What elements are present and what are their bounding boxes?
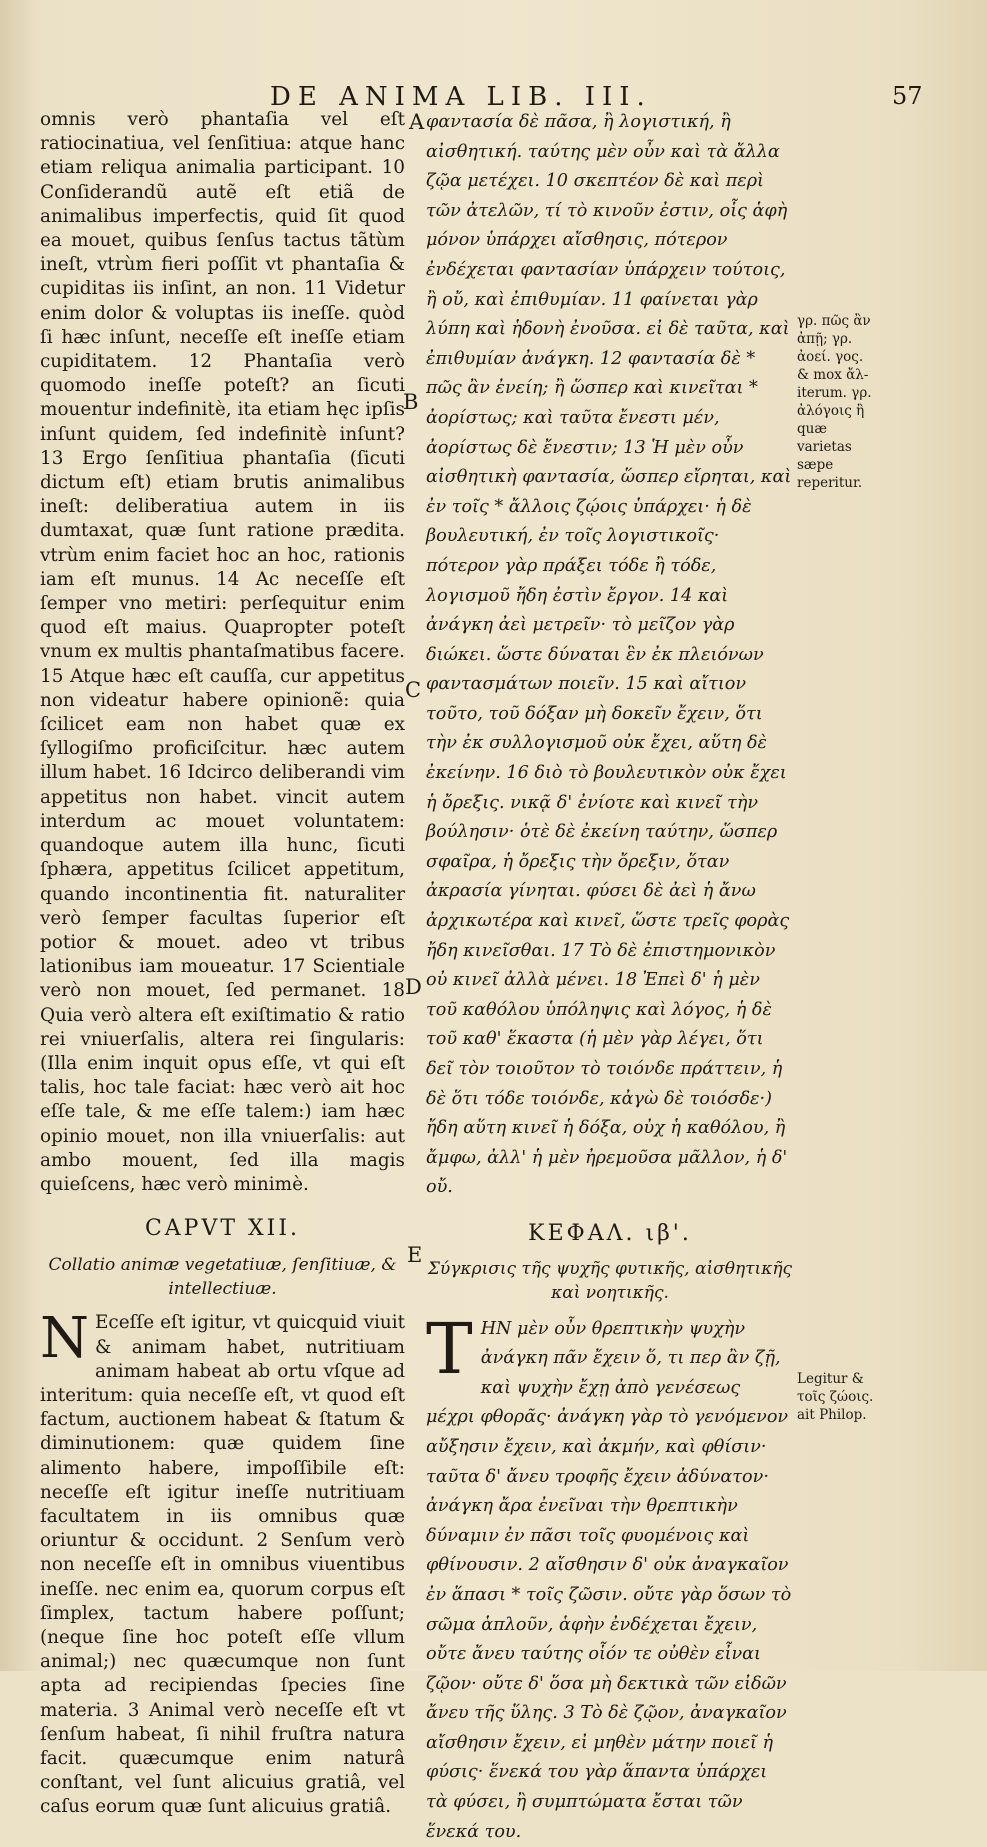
greek-chapter-subtitle: Σύγκρισις τῆς ψυχῆς φυτικῆς, αἰσθητικῆς καὶ νοητικῆς. xyxy=(427,1258,793,1303)
latin-chapter-heading: CAPVT XII. xyxy=(144,1216,301,1242)
margin-letter-c: C xyxy=(405,678,422,702)
margin-letter-d: D xyxy=(405,975,422,999)
margin-note-variants: γρ. πῶς ἂν ἀπῇ; γρ. ἀοεί. γος. & mox ἄλ- iterum. γρ. ἀλόγοις ἢ quæ varietas sæpe reperitur. xyxy=(797,313,872,491)
margin-note-philoponus: Legitur & τοῖς ζώοις. ait Philop. xyxy=(797,1371,874,1423)
greek-chapter-heading: ΚΕΦΑΛ. ιβ'. xyxy=(528,1220,692,1246)
latin-chapter-subtitle: Collatio animæ vegetatiuæ, ſenſitiuæ, & intellectiuæ. xyxy=(48,1255,397,1300)
margin-letter-b: B xyxy=(403,390,419,414)
greek-chapter-body xyxy=(426,1307,794,1847)
latin-dropcap: N xyxy=(40,1306,89,1372)
margin-letter-a: A xyxy=(409,110,425,134)
latin-chapter-text: Eceſſe eſt igitur, vt quicquid viuit & animam habet, nutritiuam animam habeat ab ortu vſque ad interitum: quia neceſſe eſt, vt quod eſt factum, auctionem habeat & ſtatum & diminutionem: quæ quidem ſine alimento habere, impoſſibile eſt: neceſſe eſt igitur ineſſe nutritiuam facultatem in iis omnibus quæ oriuntur & occidunt. 2 Senſum verò non neceſſe eſt in omnibus viuentibus ineſſe. nec enim ea, quorum corpus eſt ſimplex, tactum habere poſſunt; (neque ſine hoc poteſt eſſe vllum animal;) nec quæcumque non ſunt apta ad recipiendas ſpecies ſine materia. 3 Animal verò neceſſe eſt vt ſenſum habeat, ſi nihil fruſtra natura facit. quæcumque enim naturâ conſtant, vel ſunt alicuius gratiâ, vel caſus eorum quæ ſunt alicuius gratiâ. xyxy=(40,1312,405,1818)
running-title: DE ANIMA LIB. III. xyxy=(270,82,652,112)
latin-column xyxy=(40,108,405,1820)
greek-dropcap: Τ xyxy=(426,1307,473,1390)
margin-letter-e: E xyxy=(407,1243,423,1267)
greek-chapter-text: ΗΝ μὲν οὖν θρεπτικὴν ψυχὴν ἀνάγκη πᾶν ἔχειν ὅ, τι περ ἂν ζῇ, καὶ ψυχὴν ἔχῃ ἀπὸ γενέσεως μέχρι φθορᾶς· ἀνάγκη γὰρ τὸ γενόμενον αὔξησιν ἔχειν, καὶ ἀκμήν, καὶ φθίσιν· ταῦτα δ' ἄνευ τροφῆς ἔχειν ἀδύνατον· ἀνάγκη ἄρα ἐνεῖναι τὴν θρεπτικὴν δύναμιν ἐν πᾶσι τοῖς φυομένοις καὶ φθίνουσιν. 2 αἴσθησιν δ' οὐκ ἀναγκαῖον ἐν ἅπασι * τοῖς ζῶσιν. οὔτε γὰρ ὅσων τὸ σῶμα ἁπλοῦν, ἁφὴν ἐνδέχεται ἔχειν, οὔτε ἄνευ ταύτης οἷόν τε οὐθὲν εἶναι ζῷον· οὔτε δ' ὅσα μὴ δεκτικὰ τῶν εἰδῶν ἄνευ τῆς ὕλης. 3 Τὸ δὲ ζῷον, ἀναγκαῖον αἴσθησιν ἔχειν, εἰ μηθὲν μάτην ποιεῖ ἡ φύσις· ἕνεκά του γὰρ ἅπαντα ὑπάρχει τὰ φύσει, ἢ συμπτώματα ἔσται τῶν ἕνεκά του. xyxy=(426,1318,792,1842)
latin-chapter-body xyxy=(40,1306,405,1819)
greek-paragraph: φαντασία δὲ πᾶσα, ἢ λογιστική, ἢ αἰσθητική. ταύτης μὲν οὖν καὶ τὰ ἄλλα ζῷα μετέχει. 10 σκεπτέον δὲ καὶ περὶ τῶν ἀτελῶν, τί τὸ κινοῦν ἐστιν, οἷς ἁφὴ μόνον ὑπάρχει αἴσθησις, πότερον ἐνδέχεται φαντασίαν ὑπάρχειν τούτοις, ἢ οὔ, καὶ ἐπιθυμίαν. 11 φαίνεται γὰρ λύπη καὶ ἡδονὴ ἐνοῦσα. εἰ δὲ ταῦτα, καὶ ἐπιθυμίαν ἀνάγκη. 12 φαντασία δὲ * πῶς ἂν ἐνείη; ἢ ὥσπερ καὶ κινεῖται * ἀορίστως; καὶ ταῦτα ἔνεστι μέν, ἀορίστως δὲ ἔνεστιν; 13 Ἡ μὲν οὖν αἰσθητικὴ φαντασία, ὥσπερ εἴρηται, καὶ ἐν τοῖς * ἄλλοις ζῴοις ὑπάρχει· ἡ δὲ βουλευτική, ἐν τοῖς λογιστικοῖς· πότερον γὰρ πράξει τόδε ἢ τόδε, λογισμοῦ ἤδη ἐστὶν ἔργον. 14 καὶ ἀνάγκη ἀεὶ μετρεῖν· τὸ μεῖζον γὰρ διώκει. ὥστε δύναται ἓν ἐκ πλειόνων φαντασμάτων ποιεῖν. 15 καὶ αἴτιον τοῦτο, τοῦ δόξαν μὴ δοκεῖν ἔχειν, ὅτι τὴν ἐκ συλλογισμοῦ οὐκ ἔχει, αὕτη δὲ ἐκείνην. 16 διὸ τὸ βουλευτικὸν οὐκ ἔχει ἡ ὄρεξις. νικᾷ δ' ἐνίοτε καὶ κινεῖ τὴν βούλησιν· ὁτὲ δὲ ἐκείνη ταύτην, ὥσπερ σφαῖρα, ἡ ὄρεξις τὴν ὄρεξιν, ὅταν ἀκρασία γίνηται. φύσει δὲ ἀεὶ ἡ ἄνω ἀρχικωτέρα καὶ κινεῖ, ὥστε τρεῖς φορὰς ἤδη κινεῖσθαι. 17 Τὸ δὲ ἐπιστημονικὸν οὐ κινεῖ ἀλλὰ μένει. 18 Ἐπεὶ δ' ἡ μὲν τοῦ καθόλου ὑπόληψις καὶ λόγος, ἡ δὲ τοῦ καθ' ἕκαστα (ἡ μὲν γὰρ λέγει, ὅτι δεῖ τὸν τοιοῦτον τὸ τοιόνδε πράττειν, ἡ δὲ ὅτι τόδε τοιόνδε, κἀγὼ δὲ τοιόσδε·) ἤδη αὕτη κινεῖ ἡ δόξα, οὐχ ἡ καθόλου, ἢ ἄμφω, ἀλλ' ἡ μὲν ἠρεμοῦσα μᾶλλον, ἡ δ' οὔ. xyxy=(426,112,792,1198)
latin-paragraph: omnis verò phantaſia vel eſt ratiocinatiua, vel ſenſitiua: atque hanc etiam reliqua animalia participant. 10 Conſiderandũ autẽ eſt etiã de animalibus imperfectis, quid ſit quod ea mouet, quibus ſenſus tactus tãtùm ineſt, vtrùm fieri poſſit vt phantaſia & cupiditas iis inſint, an non. 11 Videtur enim dolor & voluptas iis ineſſe. quòd ſi hæc inſunt, neceſſe eſt ineſſe etiam cupiditatem. 12 Phantaſia verò quomodo ineſſe poteſt? an ſicuti mouentur indefinitè, ita etiam hęc ipſis inſunt quidem, ſed indefinitè inſunt? 13 Ergo ſenſitiua phantaſia (ſicuti dictum eſt) etiam brutis animalibus ineſt: deliberatiua autem in iis dumtaxat, quæ ſunt ratione prædita. vtrùm enim faciet hoc an hoc, rationis iam eſt munus. 14 Ac neceſſe eſt ſemper vno metiri: perſequitur enim quod eſt maius. Quapropter poteſt vnum ex multis phantaſmatibus facere. 15 Atque hæc eſt cauſſa, cur appetitus non videatur habere opinionẽ: quia ſcilicet eam non habet quæ ex ſyllogiſmo proficiſcitur. hæc autem illum habet. 16 Idcirco deliberandi vim appetitus non habet. vincit autem interdum ac mouet voluntatem: quandoque autem illa hunc, ſicuti ſphæra, appetitus ſcilicet appetitum, quando incontinentia fit. naturaliter verò ſemper facultas ſuperior eſt potior & mouet. adeo vt tribus lationibus iam moueatur. 17 Scientiale verò non mouet, ſed permanet. 18 Quia verò altera eſt exiſtimatio & ratio rei vniuerſalis, altera rei ſingularis: (Illa enim inquit opus eſſe, vt qui eſt talis, hoc tale faciat: hæc verò ait hoc eſſe tale, & me eſſe talem:) iam hæc opinio mouet, non illa vniuerſalis: aut ambo mouent, ſed illa magis quieſcens, hæc verò minimè. xyxy=(40,109,405,1195)
page-number: 57 xyxy=(892,82,923,110)
greek-column xyxy=(426,108,794,1847)
